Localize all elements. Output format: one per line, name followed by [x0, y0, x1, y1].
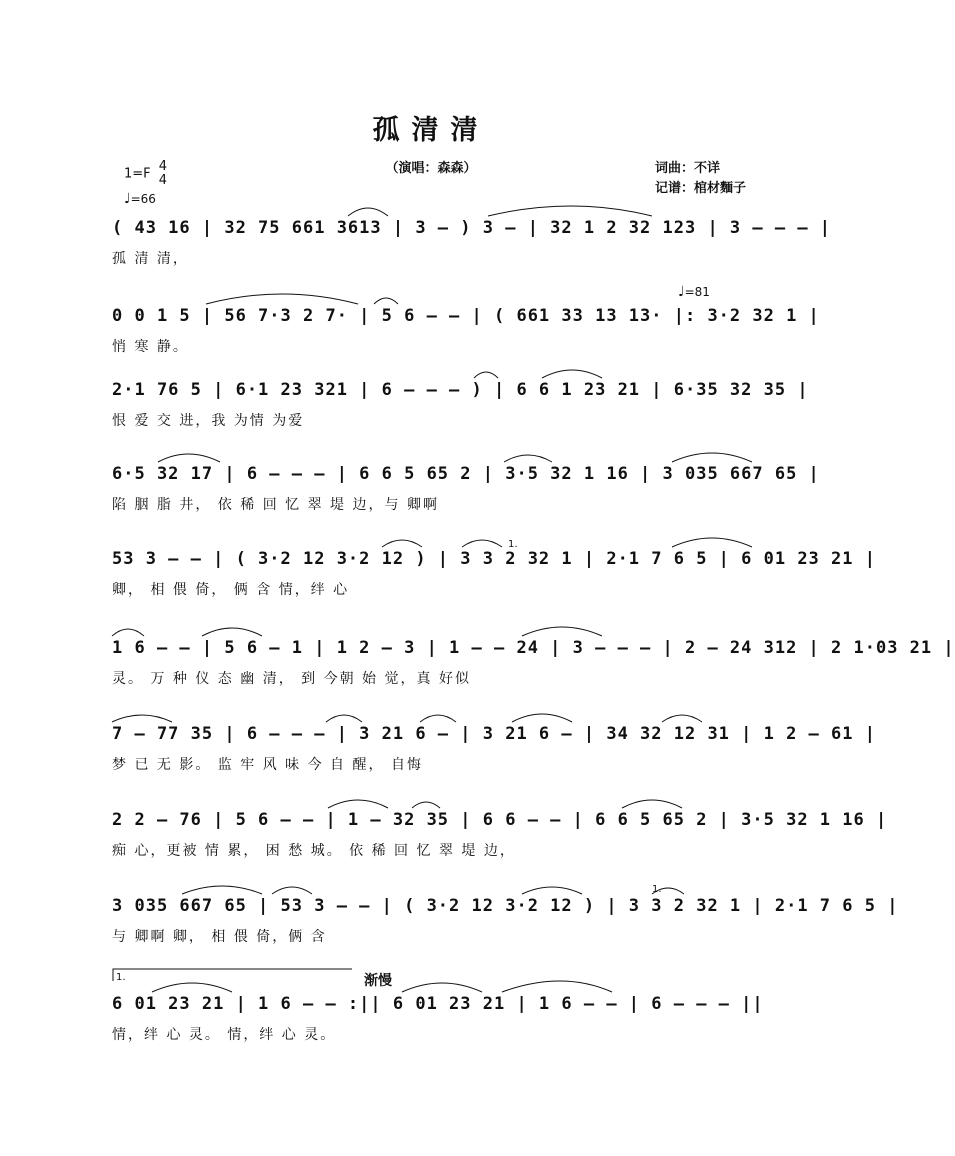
- lyrics-line: 情，绊 心 灵。 情，绊 心 灵。: [112, 1027, 337, 1043]
- lyrics-line: 痴 心，更被 情 累， 困 愁 城。 依 稀 回 忆 翠 堤 边，: [112, 843, 516, 859]
- jianpu-notes: 53 3 – – | ( 3·2 12 3·2 12 ) | 3 3 2 32 1 | 2·1 7 6 5 | 6 01 23 21 |: [112, 549, 876, 569]
- jianpu-notes: 6 01 23 21 | 1 6 – – :|| 6 01 23 21 | 1 6 – – | 6 – – – ||: [112, 994, 764, 1014]
- singer-credit: （演唱：森森）: [385, 161, 477, 176]
- time-signature: [159, 160, 167, 188]
- key-signature: [124, 160, 167, 188]
- jianpu-notes: 7 – 77 35 | 6 – – – | 3 21 6 – | 3 21 6 – | 34 32 12 31 | 1 2 – 61 |: [112, 724, 876, 744]
- jianpu-notes: 6·5 32 17 | 6 – – – | 6 6 5 65 2 | 3·5 32 1 16 | 3 035 667 65 |: [112, 464, 820, 484]
- time-top: 4: [158, 159, 168, 174]
- ritardando-mark: 渐慢: [364, 973, 392, 989]
- transcriber-credit: 记谱：棺材麵子: [655, 181, 747, 196]
- jianpu-notes: 0 0 1 5 | 56 7·3 2 7· | 5 6 – – | ( 661 33 13 13· |: 3·2 32 1 |: [112, 306, 820, 326]
- song-title: 孤清清: [372, 115, 490, 146]
- tempo-second-value: =81: [684, 285, 710, 299]
- volta-label: 1.: [652, 884, 662, 895]
- jianpu-notes: 2·1 76 5 | 6·1 23 321 | 6 – – – ) | 6 6 1 23 21 | 6·35 32 35 |: [112, 380, 809, 400]
- volta-label: 1.: [508, 539, 518, 550]
- lyrics-line: 陷 胭 脂 井， 依 稀 回 忆 翠 堤 边，与 卿啊: [112, 497, 439, 513]
- key-label: 1=F: [124, 166, 151, 182]
- jianpu-notes: ( 43 16 | 32 75 661 3613 | 3 – ) 3 – | 32 1 2 32 123 | 3 – – – |: [112, 218, 832, 238]
- lyrics-line: 灵。 万 种 仪 态 幽 清， 到 今朝 始 觉，真 好似: [112, 671, 471, 687]
- quarter-note-icon: ♩: [678, 284, 685, 300]
- jianpu-notes: 1 6 – – | 5 6 – 1 | 1 2 – 3 | 1 – – 24 | 3 – – – | 2 – 24 312 | 2 1·03 21 |: [112, 638, 955, 658]
- volta-label: 1.: [116, 972, 126, 983]
- credits-block: [655, 159, 746, 199]
- lyrics-line: 孤 清 清，: [112, 251, 189, 267]
- lyrics-line: 与 卿啊 卿， 相 偎 倚，俩 含: [112, 929, 327, 945]
- composer-credit: 词曲：不详: [655, 161, 721, 176]
- lyrics-line: 恨 爱 交 进，我 为情 为爱: [112, 413, 305, 429]
- quarter-note-icon: ♩: [124, 191, 131, 207]
- tempo-initial-value: =66: [130, 192, 156, 206]
- jianpu-notes: 2 2 – 76 | 5 6 – – | 1 – 32 35 | 6 6 – – | 6 6 5 65 2 | 3·5 32 1 16 |: [112, 810, 888, 830]
- lyrics-line: 梦 已 无 影。 监 牢 风 味 今 自 醒， 自悔: [112, 757, 423, 773]
- time-bottom: 4: [158, 173, 168, 188]
- lyrics-line: 卿， 相 偎 倚， 俩 含 情，绊 心: [112, 582, 350, 598]
- lyrics-line: 悄 寒 静。: [112, 339, 189, 355]
- jianpu-notes: 3 035 667 65 | 53 3 – – | ( 3·2 12 3·2 12 ) | 3 3 2 32 1 | 2·1 7 6 5 |: [112, 896, 899, 916]
